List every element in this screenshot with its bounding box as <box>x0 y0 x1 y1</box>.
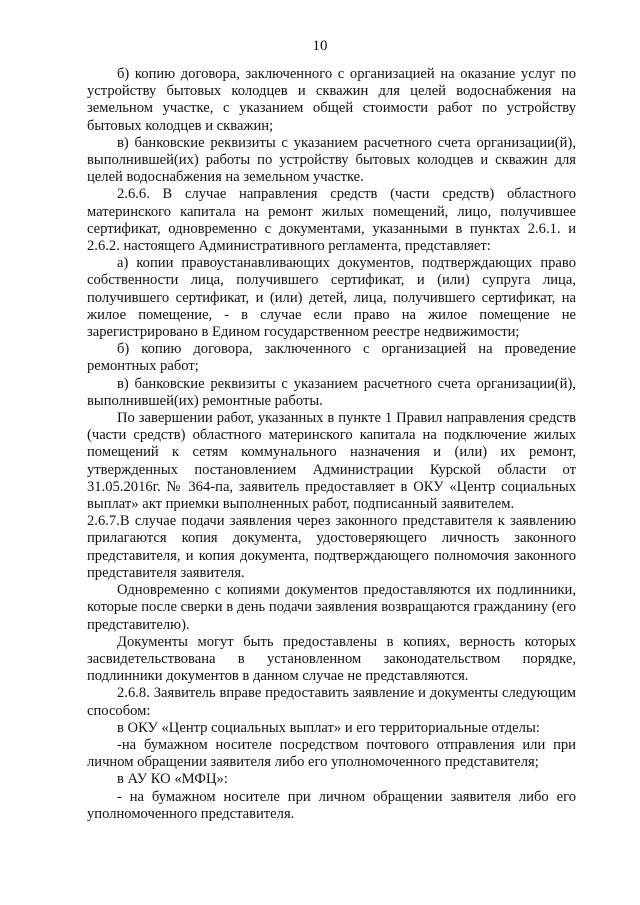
document-body <box>87 66 576 823</box>
paragraph-v-well-bank-details: в) банковские реквизиты с указанием расчетного счета организации(й), выполнившей(их) работы по устройству бытовых колодцев и скважин для целей водоснабжения на земельном участке. <box>87 134 576 186</box>
paragraph-copies: Документы могут быть предоставлены в копиях, верность которых засвидетельствована в установленном законодательством порядке, подлинники документов в данном случае не представляются. <box>87 633 576 685</box>
paragraph-paper-postal: -на бумажном носителе посредством почтового отправления или при личном обращении заявителя либо его уполномоченного представителя; <box>87 736 576 771</box>
paragraph-2-6-8: 2.6.8. Заявитель вправе предоставить заявление и документы следующим способом: <box>87 685 576 719</box>
paragraph-originals: Одновременно с копиями документов предоставляются их подлинники, которые после сверки в день подачи заявления возвращаются гражданину (его представителю). <box>87 582 576 633</box>
paragraph-a-title-documents: а) копии правоустанавливающих документов, подтверждающих право собственности лица, получившего сертификат, и (или) супруга лица, получившего сертификат, и (или) детей, лица, получившего сертификат, на жилое помещение, - в случае если право на жилое помещение не зарегистрировано в Едином государственном реестре недвижимости; <box>87 255 576 341</box>
paragraph-paper-personal: - на бумажном носителе при личном обращении заявителя либо его уполномоченного представителя. <box>87 788 576 822</box>
paragraph-b-well-contract: б) копию договора, заключенного с организацией на оказание услуг по устройству бытовых колодцев и скважин для целей водоснабжения на земельном участке, с указанием общей стоимости работ по устройству бытовых колодцев и скважин; <box>87 66 576 134</box>
paragraph-oku-channel: в ОКУ «Центр социальных выплат» и его территориальные отделы: <box>117 719 540 736</box>
paragraph-2-6-6: 2.6.6. В случае направления средств (части средств) областного материнского капитала на ремонт жилых помещений, лицо, получившее сертификат, одновременно с документами, указанными в пунктах 2.6.1. и 2.6.2. настоящего Административного регламента, представляет: <box>87 186 576 255</box>
paragraph-b-repair-contract: б) копию договора, заключенного с организацией на проведение ремонтных работ; <box>87 341 576 375</box>
paragraph-v-repair-bank-details: в) банковские реквизиты с указанием расчетного счета организации(й), выполнившей(их) ремонтные работы. <box>87 375 576 409</box>
paragraph-2-6-7: 2.6.7.В случае подачи заявления через законного представителя к заявлению прилагаются копия документа, удостоверяющего личность законного представителя, и копия документа, подтверждающего полномочия законного представителя заявителя. <box>87 513 576 581</box>
page-number: 10 <box>312 38 328 54</box>
paragraph-completion-act: По завершении работ, указанных в пункте 1 Правил направления средств (части средств) областного материнского капитала на подключение жилых помещений к сетям коммунального назначения и (или) их ремонт, утвержденных постановлением Администрации Курской области от 31.05.2016г. № 364-па, заявитель предоставляет в ОКУ «Центр социальных выплат» акт приемки выполненных работ, подписанный заявителем. <box>87 410 576 513</box>
paragraph-mfc-channel: в АУ КО «МФЦ»: <box>117 771 228 788</box>
